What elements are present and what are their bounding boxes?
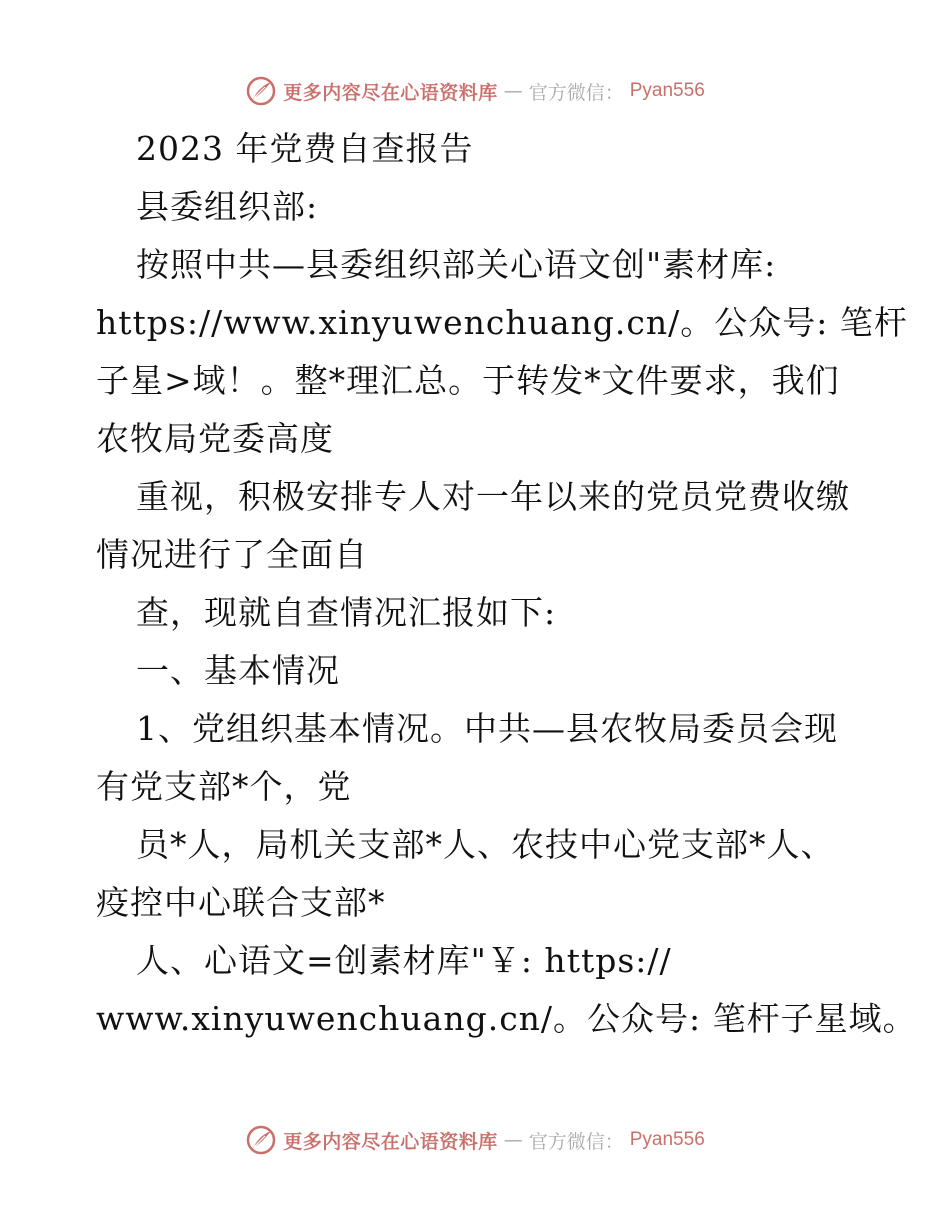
watermark-title: 更多内容尽在心语资料库 [283,81,498,104]
paragraph-line: 疫控中心联合支部* [96,883,386,922]
document-title: 2023 年党费自查报告 [136,129,474,168]
paragraph-line: 重视，积极安排专人对一年以来的党员党费收缴 [136,477,850,516]
watermark-wechat-label: 官方微信： [528,1130,624,1153]
paragraph-line: https://www.xinyuwenchuang.cn/。公众号: 笔杆 [96,303,908,342]
paragraph-line: 按照中共—县委组织部关心语文创"素材库: [136,245,777,284]
watermark-wechat-id: Pyan556 [629,80,705,101]
paragraph-line: 人、心语文=创素材库"￥: https:// [136,941,672,980]
paragraph-line: 子星>域！。整*理汇总。于转发*文件要求，我们 [96,361,840,400]
paragraph-line: 查，现就自查情况汇报如下: [136,593,557,632]
document-body [96,120,917,1048]
salutation: 县委组织部: [136,187,319,226]
paragraph-line: 农牧局党委高度 [96,419,334,458]
footer-watermark [0,1120,950,1160]
watermark-separator: — [503,1129,523,1151]
watermark-separator: — [503,80,523,102]
paragraph-line: 员*人，局机关支部*人、农技中心党支部*人、 [136,825,835,864]
paragraph-line: 1、党组织基本情况。中共—县农牧局委员会现 [136,709,838,748]
section-heading: 一、基本情况 [136,651,340,690]
paragraph-line: 有党支部*个，党 [96,767,352,806]
header-watermark [0,71,950,111]
watermark-wechat-id: Pyan556 [629,1129,705,1150]
watermark-title: 更多内容尽在心语资料库 [283,1130,498,1153]
paragraph-line: www.xinyuwenchuang.cn/。公众号: 笔杆子星域。 [96,999,917,1038]
feather-quill-logo-icon [245,1124,277,1156]
paragraph-line: 情况进行了全面自 [96,535,368,574]
watermark-wechat-label: 官方微信： [528,81,624,104]
feather-quill-logo-icon [245,75,277,107]
